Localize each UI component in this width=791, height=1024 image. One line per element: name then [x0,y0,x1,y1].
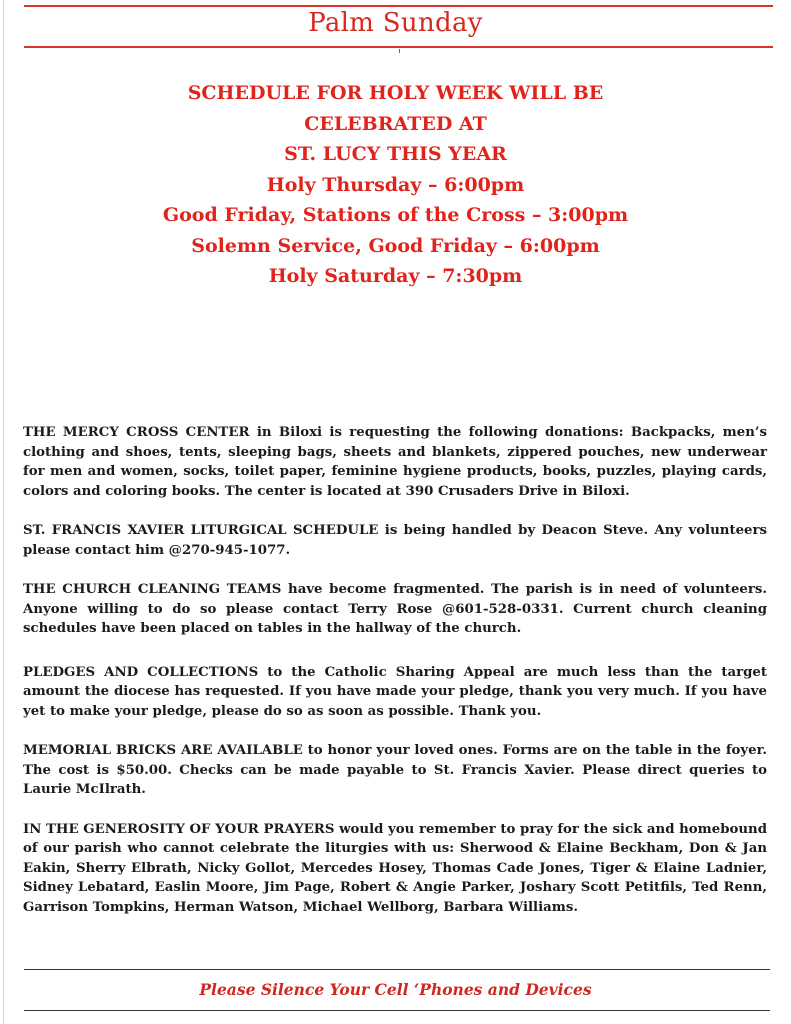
notice-pledges [23,663,767,722]
notice-lead: THE CHURCH CLEANING TEAMS [23,582,282,597]
notice-liturgical-schedule [23,521,767,560]
header-top-rule [24,5,773,7]
silence-phones-notice: Please Silence Your Cell ‘Phones and Devices [199,980,592,999]
notice-body: is being handled by Deacon Steve. Any volunteers please contact him @270-945-1077. [23,523,767,558]
header-bottom-rule [24,46,773,48]
page-title: Palm Sunday [308,8,483,38]
notice-body: have become fragmented. The parish is in need of volunteers. Anyone willing to do so please contact Terry Rose @601-528-0331. Current church cleaning schedules have been placed on tables in the hallway of the church. [23,582,767,636]
schedule-line: Good Friday, Stations of the Cross – 3:00pm [162,204,629,226]
footer-top-rule [24,969,770,970]
notice-body: to the Catholic Sharing Appeal are much less than the target amount the diocese has requested. If you have made your pledge, thank you very much. If you have yet to make your pledge, please do so as soon as possible. Thank you. [23,664,767,719]
notice-lead: THE MERCY CROSS CENTER [23,425,250,440]
notice-lead: PLEDGES AND COLLECTIONS [23,664,259,680]
page-header [0,0,791,60]
notice-body: to honor your loved ones. Forms are on the table in the foyer. The cost is $50.00. Checks can be made payable to St. Francis Xavier. Please direct queries to Laurie McIlrath. [23,743,768,797]
notice-memorial-bricks [23,741,767,800]
notice-mercy-cross [23,423,767,501]
notice-lead: MEMORIAL BRICKS ARE AVAILABLE [23,743,303,758]
schedule-line: ST. LUCY THIS YEAR [284,143,507,165]
header-tick-mark [399,49,400,53]
schedule-line: Solemn Service, Good Friday – 6:00pm [191,234,600,257]
schedule-line: SCHEDULE FOR HOLY WEEK WILL BE [187,82,604,104]
notice-cleaning-teams [23,580,767,639]
notice-prayers [23,820,767,918]
schedule-line: Holy Saturday – 7:30pm [268,265,523,287]
notice-body: in Biloxi is requesting the following donations: Backpacks, men’s clothing and shoes, tents, sleeping bags, sheets and blankets, zippered pouches, new underwear for men and women, socks, toilet paper, feminine hygiene products, books, puzzles, playing cards, colors and coloring books. The center is located at 390 Crusaders Drive in Biloxi. [23,425,767,499]
parish-notices [23,423,767,917]
holy-week-schedule [0,78,791,292]
notice-lead: IN THE GENEROSITY OF YOUR PRAYERS [23,821,335,837]
notice-body: would you remember to pray for the sick and homebound of our parish who cannot celebrate the liturgies with us: Sherwood & Elaine Beckham, Don & Jan Eakin, Sherry Elbrath, Nicky Gollot, Mercedes Hosey, Thomas Cade Jones, Tiger & Elaine Ladnier, Sidney Lebatard, Easlin Moore, Jim Page, Robert & Angie Parker, Joshary Scott Petitfils, Ted Renn, Garrison Tompkins, Herman Watson, Michael Wellborg, Barbara Williams. [23,821,767,915]
schedule-line: Holy Thursday – 6:00pm [266,173,525,196]
notice-lead: ST. FRANCIS XAVIER LITURGICAL SCHEDULE [23,523,379,538]
schedule-line: CELEBRATED AT [304,112,487,135]
footer-bottom-rule [24,1010,770,1011]
